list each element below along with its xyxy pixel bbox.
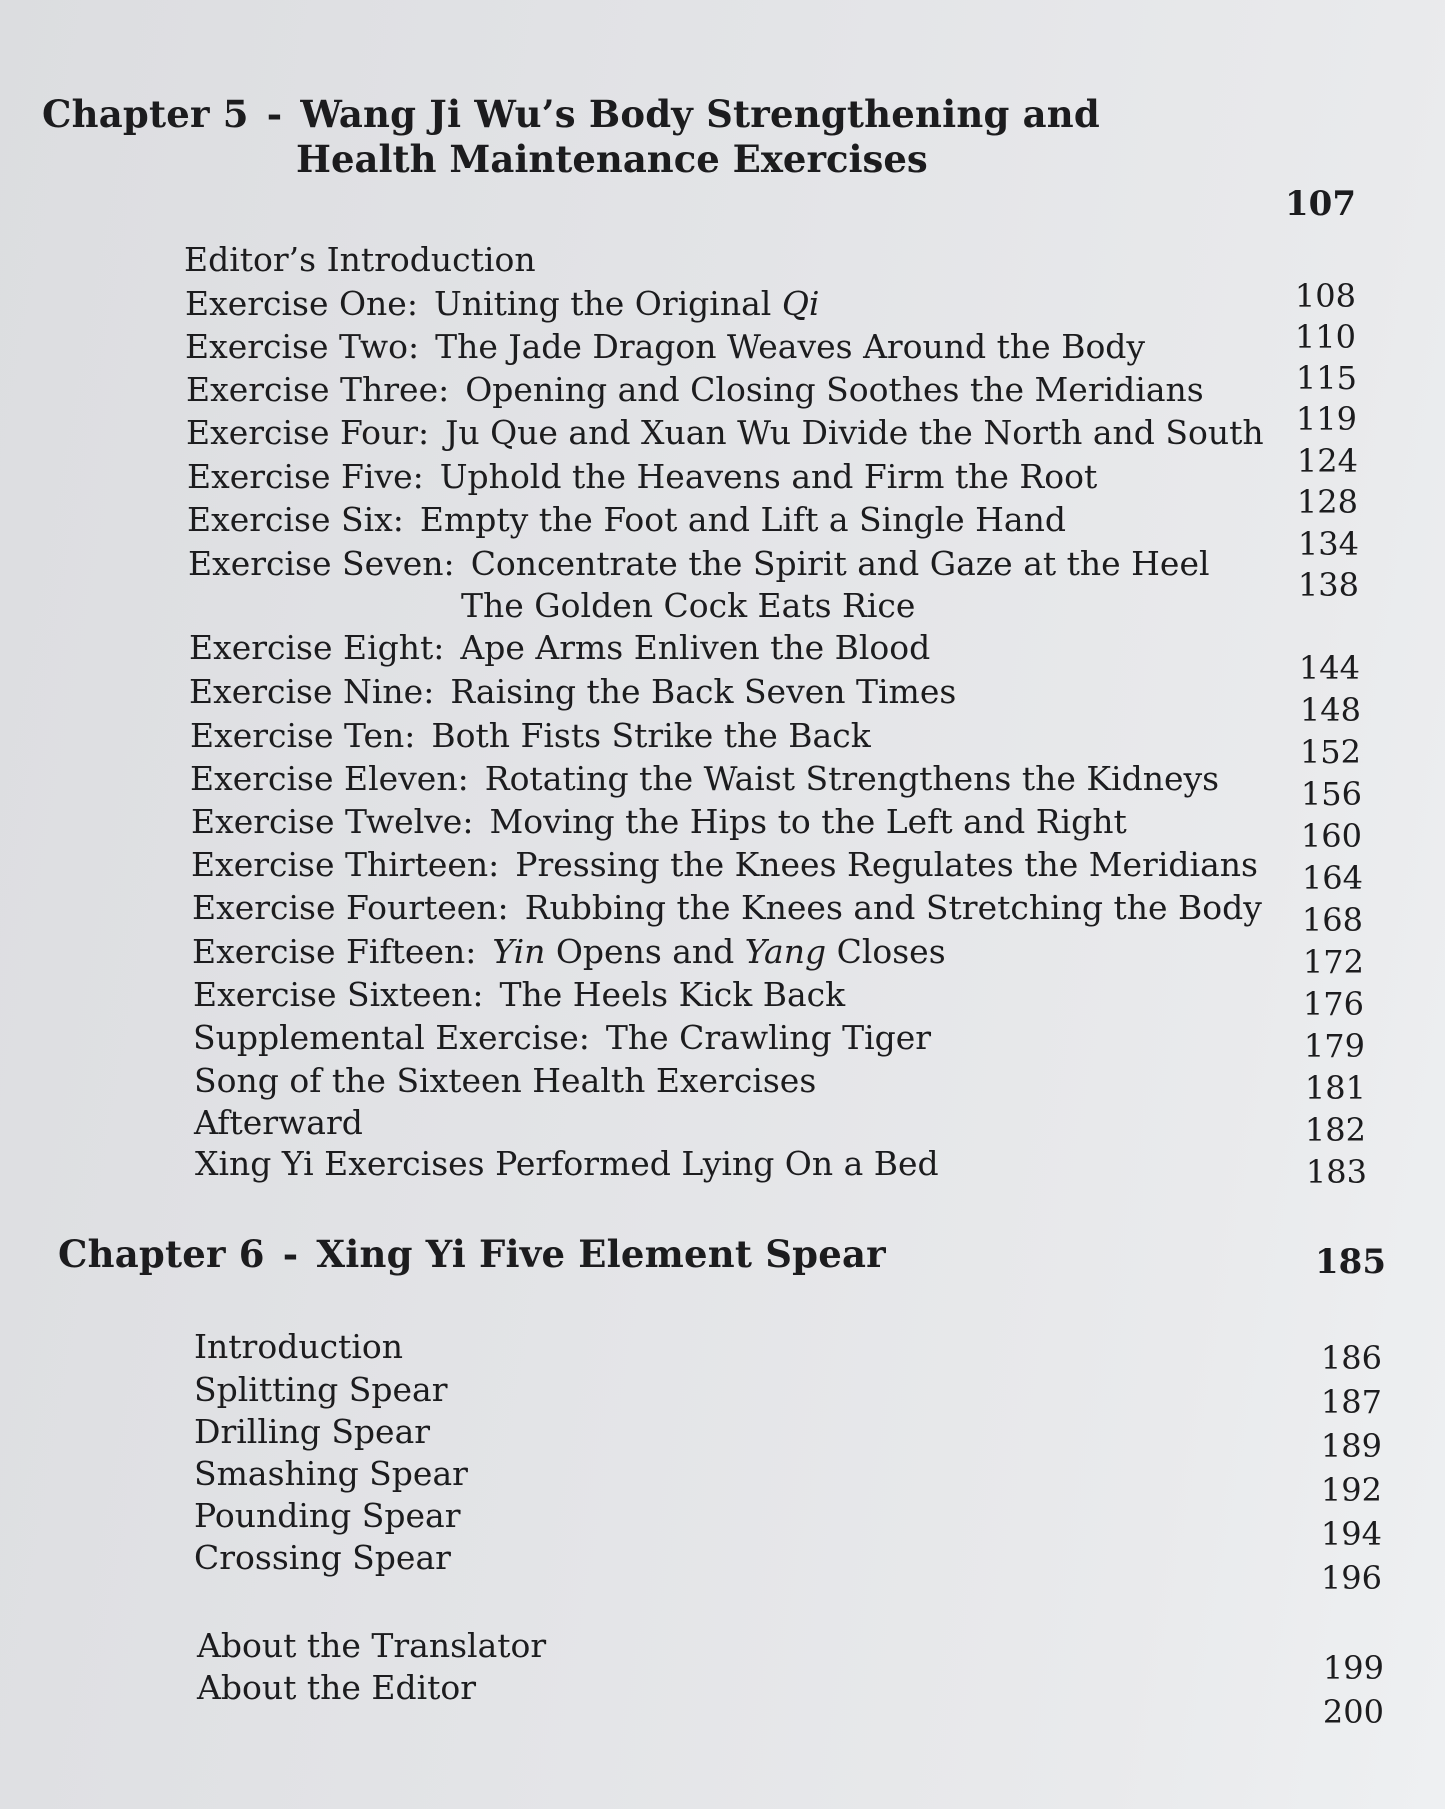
chapter-6-label: Chapter 6 xyxy=(58,1232,265,1276)
page-number: 186 xyxy=(1320,1339,1382,1377)
toc-entry: Drilling Spear xyxy=(194,1412,431,1451)
toc-entry xyxy=(185,284,819,323)
entry-title: Raising the Back Seven Times xyxy=(450,672,957,711)
entry-title: Both Fists Strike the Back xyxy=(431,716,871,755)
page-number: 115 xyxy=(1295,359,1357,397)
toc-entry xyxy=(192,888,1262,927)
page-number: 196 xyxy=(1320,1559,1382,1597)
entry-label: Song of the Sixteen Health Exercises xyxy=(194,1061,817,1100)
entry-title xyxy=(434,284,819,323)
page-number: 199 xyxy=(1322,1649,1384,1687)
toc-entry xyxy=(191,845,1258,884)
entry-title-text: Uniting the Original xyxy=(433,284,782,323)
page-number: 181 xyxy=(1304,1069,1366,1107)
toc-entry xyxy=(184,240,536,279)
entry-title: Ju Que and Xuan Wu Divide the North and South xyxy=(445,413,1264,452)
entry-title: Rotating the Waist Strengthens the Kidneys xyxy=(484,759,1220,798)
page-number: 144 xyxy=(1298,649,1360,687)
entry-title-italic: Qi xyxy=(781,284,820,323)
toc-entry xyxy=(189,628,930,667)
toc-entry xyxy=(190,716,871,755)
toc-entry: Pounding Spear xyxy=(194,1496,461,1535)
toc-entry: Splitting Spear xyxy=(194,1370,448,1409)
entry-title: Concentrate the Spirit and Gaze at the Heel xyxy=(470,544,1210,583)
page-number: 156 xyxy=(1300,775,1362,813)
toc-entry xyxy=(189,672,956,711)
toc-entry xyxy=(186,370,1204,409)
page-number: 187 xyxy=(1320,1383,1382,1421)
entry-title: Opening and Closing Soothes the Meridians xyxy=(465,370,1204,409)
chapter-6-separator: - xyxy=(282,1232,299,1276)
entry-title: The Heels Kick Back xyxy=(499,975,846,1014)
entry-title: Uphold the Heavens and Firm the Root xyxy=(439,457,1098,496)
page-number: 194 xyxy=(1320,1515,1382,1553)
entry-label: Exercise Eleven: xyxy=(190,759,469,798)
entry-label: Exercise Fifteen: xyxy=(192,932,477,971)
entry-title xyxy=(492,932,945,971)
entry-label: Supplemental Exercise: xyxy=(193,1018,590,1057)
page-number: 179 xyxy=(1303,1027,1365,1065)
entry-title: The Crawling Tiger xyxy=(605,1018,932,1057)
page-number: 200 xyxy=(1322,1693,1384,1731)
toc-entry xyxy=(185,327,1145,366)
chapter-5-label: Chapter 5 xyxy=(42,92,249,136)
entry-label: Editor’s Introduction xyxy=(184,240,536,279)
toc-entry xyxy=(186,413,1264,452)
entry-label: Afterward xyxy=(194,1103,363,1142)
toc-entry: Crossing Spear xyxy=(194,1538,451,1577)
entry-title-text: Opens and xyxy=(545,932,745,971)
entry-label: Exercise Fourteen: xyxy=(192,888,509,927)
entry-title: The Jade Dragon Weaves Around the Body xyxy=(435,327,1146,366)
page-number: 124 xyxy=(1296,442,1358,480)
chapter-5-title-line-1: Wang Ji Wu’s Body Strengthening and xyxy=(300,92,1100,136)
entry-label: Exercise Three: xyxy=(186,370,450,409)
chapter-6-title: Xing Yi Five Element Spear xyxy=(316,1232,886,1276)
page-number: 192 xyxy=(1320,1471,1382,1509)
page-number: 189 xyxy=(1320,1427,1382,1465)
page-number: 160 xyxy=(1300,817,1362,855)
page-number: 164 xyxy=(1301,859,1363,897)
page-number: 119 xyxy=(1295,400,1357,438)
entry-subtitle: The Golden Cock Eats Rice xyxy=(461,586,916,625)
page-number: 183 xyxy=(1305,1153,1367,1191)
page-number: 110 xyxy=(1294,318,1356,356)
entry-title-italic: Yang xyxy=(744,932,827,971)
toc-entry xyxy=(187,500,1066,539)
entry-label: Exercise Seven: xyxy=(188,544,455,583)
page-number: 138 xyxy=(1297,566,1359,604)
toc-entry xyxy=(193,1018,931,1057)
toc-entry: About the Translator xyxy=(197,1626,547,1665)
toc-entry xyxy=(190,759,1219,798)
page-number: 182 xyxy=(1304,1111,1366,1149)
entry-title-text: Closes xyxy=(826,932,946,971)
toc-entry xyxy=(195,1144,939,1183)
entry-title-italic: Yin xyxy=(492,932,546,971)
entry-label: Exercise Four: xyxy=(186,413,430,452)
entry-label: Exercise Six: xyxy=(187,500,404,539)
entry-title: Empty the Foot and Lift a Single Hand xyxy=(419,500,1066,539)
page-number: 168 xyxy=(1301,901,1363,939)
toc-entry xyxy=(191,802,1127,841)
chapter-5-title-line-2: Health Maintenance Exercises xyxy=(296,137,928,181)
entry-label: Exercise Ten: xyxy=(190,716,416,755)
entry-label: Exercise Twelve: xyxy=(191,802,474,841)
entry-title: Ape Arms Enliven the Blood xyxy=(460,628,931,667)
entry-title: Pressing the Knees Regulates the Meridians xyxy=(515,845,1258,884)
toc-entry xyxy=(187,457,1097,496)
entry-title: Rubbing the Knees and Stretching the Body xyxy=(524,888,1262,927)
entry-label: Exercise Five: xyxy=(187,457,424,496)
entry-label: Exercise Two: xyxy=(185,327,420,366)
toc-entry: Introduction xyxy=(194,1327,403,1366)
page-number: 172 xyxy=(1302,943,1364,981)
entry-label: Exercise Sixteen: xyxy=(193,975,484,1014)
entry-label: Exercise Thirteen: xyxy=(191,845,500,884)
page-number: 152 xyxy=(1299,733,1361,771)
toc-entry xyxy=(192,932,946,971)
entry-label: Exercise Nine: xyxy=(189,672,435,711)
entry-label: Exercise Eight: xyxy=(189,628,445,667)
toc-entry xyxy=(194,1061,816,1100)
toc-entry: About the Editor xyxy=(197,1668,477,1707)
chapter-5-heading xyxy=(42,92,1100,136)
toc-entry xyxy=(188,544,1210,625)
chapter-6-heading xyxy=(58,1232,886,1276)
page-number: 128 xyxy=(1296,483,1358,521)
chapter-5-separator: - xyxy=(266,92,283,136)
page-number: 134 xyxy=(1297,525,1359,563)
chapter-6-page: 185 xyxy=(1315,1242,1386,1282)
entry-label: Xing Yi Exercises Performed Lying On a Bed xyxy=(195,1144,939,1183)
toc-entry: Smashing Spear xyxy=(194,1454,468,1493)
entry-label: Exercise One: xyxy=(185,284,418,323)
toc-entry xyxy=(193,975,845,1014)
toc-entry xyxy=(194,1103,363,1142)
entry-title: Moving the Hips to the Left and Right xyxy=(489,802,1127,841)
chapter-5-page: 107 xyxy=(1285,184,1356,224)
page-number: 108 xyxy=(1294,277,1356,315)
page-number: 148 xyxy=(1299,691,1361,729)
page-number: 176 xyxy=(1302,985,1364,1023)
